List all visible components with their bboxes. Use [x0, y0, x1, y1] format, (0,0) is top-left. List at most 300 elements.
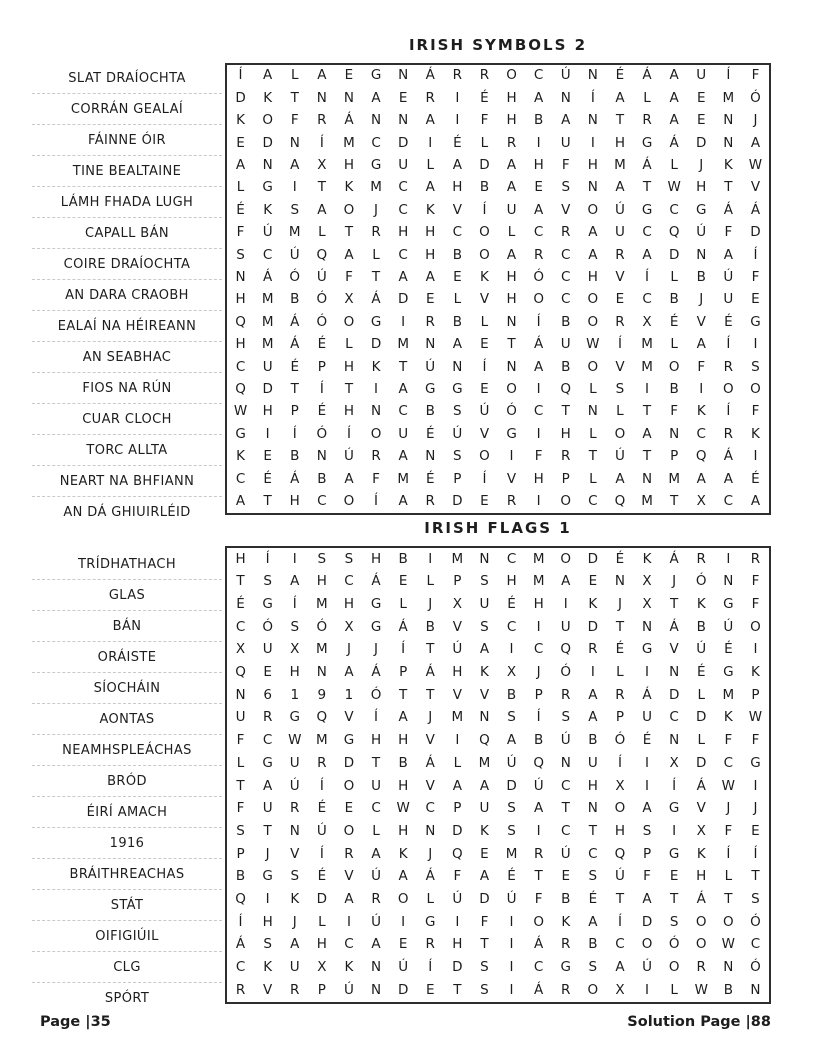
grid-letter: D: [262, 381, 273, 398]
grid-letter: T: [751, 868, 760, 885]
grid-letter: A: [263, 777, 273, 794]
grid-letter: P: [615, 709, 625, 726]
grid-letter: Í: [753, 246, 758, 263]
grid-letter: N: [370, 959, 382, 976]
grid-letter: S: [561, 709, 571, 726]
grid-letter: V: [615, 358, 625, 375]
grid-letter: É: [751, 470, 760, 487]
grid-letter: S: [507, 709, 516, 726]
grid-letter: M: [505, 845, 518, 862]
grid-letter: C: [452, 224, 463, 241]
grid-letter: M: [370, 179, 382, 196]
grid-letter: S: [480, 573, 489, 590]
grid-letter: Ú: [371, 868, 381, 885]
grid-letter: K: [696, 403, 706, 420]
grid-letter: W: [748, 709, 763, 726]
grid-letter: I: [292, 550, 297, 567]
grid-letter: D: [587, 550, 599, 567]
grid-letter: A: [750, 134, 761, 151]
grid-letter: Ó: [370, 686, 382, 703]
grid-letter: S: [317, 550, 327, 567]
grid-letter: N: [614, 573, 625, 590]
grid-letter: C: [533, 959, 544, 976]
grid-letter: E: [696, 112, 706, 129]
grid-letter: Q: [533, 754, 544, 771]
grid-letter: F: [480, 913, 489, 930]
grid-letter: H: [614, 822, 626, 839]
grid-letter: Á: [290, 470, 300, 487]
grid-letter: A: [561, 573, 571, 590]
grid-letter: Ú: [506, 754, 517, 771]
grid-letter: T: [453, 981, 462, 998]
grid-letter: A: [723, 246, 733, 263]
grid-letter: K: [344, 959, 354, 976]
grid-letter: I: [455, 913, 460, 930]
grid-letter: A: [642, 800, 652, 817]
grid-letter: É: [615, 67, 625, 84]
grid-letter: Í: [292, 425, 297, 442]
grid-letter: Q: [560, 381, 572, 398]
grid-letter: X: [642, 595, 652, 612]
grid-letter: K: [696, 845, 706, 862]
grid-letter: N: [479, 550, 490, 567]
grid-letter: R: [615, 686, 625, 703]
grid-letter: C: [642, 224, 652, 241]
grid-letter: F: [561, 157, 570, 174]
grid-letter: R: [371, 448, 381, 465]
grid-letter: Ó: [316, 291, 328, 308]
grid-letter: L: [643, 89, 651, 106]
grid-letter: S: [751, 358, 760, 375]
grid-letter: P: [317, 358, 326, 375]
grid-letter: O: [533, 291, 544, 308]
grid-letter: E: [398, 936, 408, 953]
grid-letter: X: [235, 641, 246, 658]
grid-letter: U: [560, 336, 571, 353]
grid-letter: N: [425, 448, 436, 465]
grid-letter: A: [344, 891, 354, 908]
grid-letter: X: [696, 822, 706, 839]
grid-letter: C: [398, 246, 408, 263]
grid-letter: E: [588, 573, 598, 590]
grid-letter: L: [589, 425, 597, 442]
grid-letter: B: [561, 313, 571, 330]
grid-letter: A: [371, 936, 381, 953]
grid-letter: R: [235, 981, 246, 998]
grid-letter: T: [236, 777, 245, 794]
grid-letter: J: [699, 291, 704, 308]
grid-letter: M: [641, 493, 653, 510]
word-list-item: AN DARA CRAOBH: [32, 279, 222, 310]
grid-letter: R: [290, 981, 300, 998]
grid-letter: I: [645, 981, 650, 998]
grid-letter: H: [343, 595, 355, 612]
word-list-item: AN DÁ GHIUIRLÉID: [32, 496, 222, 527]
grid-letter: N: [669, 732, 680, 749]
grid-letter: I: [645, 664, 650, 681]
grid-letter: A: [669, 89, 679, 106]
grid-letter: L: [236, 179, 245, 196]
grid-letter: É: [669, 313, 679, 330]
grid-letter: C: [235, 959, 246, 976]
grid-letter: S: [290, 868, 300, 885]
grid-letter: I: [455, 112, 460, 129]
grid-letter: A: [290, 936, 300, 953]
grid-letter: I: [536, 425, 541, 442]
grid-letter: U: [289, 959, 300, 976]
grid-letter: K: [263, 959, 273, 976]
grid-letter: H: [587, 269, 598, 286]
grid-letter: Í: [726, 845, 731, 862]
grid-letter: R: [425, 936, 435, 953]
grid-letter: U: [723, 291, 734, 308]
grid-letter: Í: [726, 67, 731, 84]
grid-letter: D: [397, 134, 409, 151]
grid-letter: E: [425, 981, 435, 998]
grid-letter: É: [425, 425, 435, 442]
grid-letter: Á: [669, 618, 679, 635]
grid-letter: V: [452, 686, 462, 703]
grid-letter: N: [506, 313, 517, 330]
page-footer: [40, 1014, 771, 1030]
grid-letter: I: [536, 822, 541, 839]
grid-letter: T: [588, 822, 597, 839]
grid-letter: S: [480, 618, 489, 635]
grid-letter: Á: [425, 754, 435, 771]
grid-letter: J: [428, 595, 433, 612]
grid-letter: G: [641, 134, 653, 151]
grid-letter: Á: [290, 336, 300, 353]
grid-letter: P: [453, 573, 462, 590]
grid-letter: I: [536, 381, 541, 398]
grid-letter: B: [669, 381, 679, 398]
grid-letter: A: [506, 246, 517, 263]
grid-letter: G: [641, 641, 653, 658]
grid-letter: C: [262, 732, 273, 749]
word-list-item: BÁN: [32, 610, 222, 641]
grid-letter: L: [697, 686, 705, 703]
grid-letter: I: [753, 336, 758, 353]
grid-letter: N: [289, 134, 300, 151]
grid-letter: I: [726, 550, 731, 567]
grid-letter: J: [346, 641, 351, 658]
grid-letter: A: [452, 777, 462, 794]
word-list-item: SPÓRT: [32, 982, 222, 1013]
grid-letter: H: [425, 224, 436, 241]
grid-letter: Ú: [560, 67, 571, 84]
grid-letter: F: [236, 224, 245, 241]
grid-letter: D: [452, 822, 463, 839]
grid-letter: N: [750, 981, 761, 998]
grid-letter: D: [641, 913, 653, 930]
grid-letter: G: [262, 754, 273, 771]
grid-letter: P: [561, 470, 570, 487]
grid-letter: J: [374, 201, 379, 218]
grid-letter: K: [263, 89, 273, 106]
grid-letter: C: [723, 754, 734, 771]
grid-letter: D: [452, 959, 463, 976]
grid-letter: J: [726, 800, 731, 817]
grid-letter: B: [669, 291, 679, 308]
grid-letter: V: [561, 201, 571, 218]
grid-letter: T: [263, 822, 272, 839]
grid-letter: E: [236, 134, 245, 151]
grid-letter: C: [533, 224, 544, 241]
grid-letter: L: [589, 381, 597, 398]
grid-letter: P: [236, 845, 245, 862]
grid-letter: Ú: [723, 618, 734, 635]
grid-letter: D: [235, 89, 246, 106]
grid-letter: E: [751, 822, 760, 839]
grid-letter: A: [588, 709, 598, 726]
grid-letter: M: [343, 134, 355, 151]
grid-letter: M: [261, 313, 274, 330]
word-list-item: AONTAS: [32, 703, 222, 734]
grid-letter: Í: [672, 777, 677, 794]
grid-letter: D: [696, 754, 707, 771]
grid-letter: N: [235, 269, 246, 286]
grid-letter: R: [642, 112, 652, 129]
grid-letter: Ú: [696, 224, 707, 241]
grid-letter: A: [371, 89, 381, 106]
grid-letter: M: [478, 754, 491, 771]
grid-letter: R: [723, 358, 734, 375]
grid-letter: E: [398, 573, 408, 590]
grid-letter: I: [509, 981, 514, 998]
grid-letter: R: [506, 493, 517, 510]
grid-letter: Á: [263, 269, 273, 286]
grid-letter: O: [343, 493, 355, 510]
grid-letter: S: [290, 201, 300, 218]
grid-letter: N: [587, 67, 598, 84]
grid-letter: R: [561, 448, 571, 465]
grid-letter: R: [371, 891, 381, 908]
grid-letter: I: [645, 381, 650, 398]
grid-letter: É: [642, 732, 652, 749]
grid-letter: B: [425, 618, 435, 635]
grid-letter: N: [723, 134, 734, 151]
grid-letter: V: [425, 732, 435, 749]
grid-letter: I: [645, 777, 650, 794]
grid-letter: H: [398, 822, 409, 839]
grid-letter: L: [616, 664, 624, 681]
grid-letter: S: [480, 959, 489, 976]
grid-letter: J: [374, 641, 379, 658]
grid-letter: H: [533, 157, 544, 174]
grid-letter: E: [263, 664, 272, 681]
grid-letter: I: [699, 381, 704, 398]
grid-letter: U: [262, 641, 273, 658]
grid-letter: U: [560, 618, 571, 635]
grid-letter: D: [668, 686, 680, 703]
grid-letter: A: [723, 470, 733, 487]
word-list-item: FIOS NA RÚN: [32, 372, 222, 403]
grid-letter: K: [642, 550, 652, 567]
grid-letter: O: [479, 224, 490, 241]
grid-letter: C: [588, 845, 598, 862]
grid-letter: N: [398, 112, 409, 129]
grid-letter: V: [344, 868, 354, 885]
grid-letter: T: [236, 573, 245, 590]
grid-letter: C: [533, 67, 544, 84]
grid-letter: A: [506, 157, 517, 174]
grid-letter: H: [398, 224, 409, 241]
grid-letter: E: [615, 291, 625, 308]
grid-letter: G: [723, 664, 734, 681]
grid-letter: O: [262, 112, 273, 129]
grid-letter: T: [534, 868, 543, 885]
grid-letter: X: [344, 618, 354, 635]
grid-letter: C: [235, 618, 246, 635]
grid-letter: C: [588, 493, 598, 510]
grid-letter: H: [262, 913, 273, 930]
grid-letter: D: [262, 134, 273, 151]
grid-letter: J: [753, 800, 758, 817]
grid-letter: É: [480, 89, 489, 106]
grid-letter: C: [235, 470, 246, 487]
grid-letter: F: [290, 112, 299, 129]
grid-letter: A: [290, 157, 300, 174]
grid-letter: E: [480, 336, 489, 353]
grid-letter: W: [396, 800, 410, 817]
grid-letter: O: [506, 381, 517, 398]
grid-letter: N: [425, 336, 436, 353]
grid-letter: I: [536, 134, 541, 151]
grid-letter: Í: [482, 201, 487, 218]
grid-letter: T: [561, 800, 570, 817]
grid-letter: J: [753, 112, 758, 129]
grid-letter: N: [235, 686, 246, 703]
grid-letter: O: [560, 493, 572, 510]
grid-letter: R: [533, 845, 544, 862]
grid-letter: C: [371, 134, 381, 151]
grid-letter: C: [642, 291, 652, 308]
grid-letter: C: [533, 403, 544, 420]
grid-letter: C: [561, 291, 571, 308]
grid-letter: D: [370, 336, 382, 353]
grid-letter: A: [452, 157, 462, 174]
grid-letter: G: [262, 868, 273, 885]
grid-letter: G: [370, 595, 382, 612]
grid-letter: O: [479, 448, 490, 465]
grid-letter: W: [721, 936, 736, 953]
grid-letter: T: [615, 618, 625, 635]
grid-letter: G: [262, 179, 273, 196]
grid-letter: I: [265, 425, 270, 442]
grid-letter: Í: [265, 550, 270, 567]
grid-letter: C: [235, 358, 246, 375]
grid-letter: I: [536, 493, 541, 510]
grid-letter: H: [370, 732, 382, 749]
grid-letter: L: [236, 754, 245, 771]
grid-letter: H: [452, 936, 463, 953]
grid-letter: V: [290, 845, 300, 862]
grid-letter: A: [317, 201, 327, 218]
grid-letter: Í: [319, 777, 324, 794]
grid-letter: U: [642, 709, 652, 726]
grid-letter: M: [532, 550, 545, 567]
grid-letter: C: [398, 179, 408, 196]
grid-letter: A: [642, 425, 652, 442]
grid-letter: C: [561, 777, 571, 794]
grid-letter: E: [425, 291, 435, 308]
grid-letter: H: [506, 89, 517, 106]
grid-letter: H: [452, 664, 463, 681]
grid-letter: Í: [753, 845, 758, 862]
grid-letter: A: [398, 493, 408, 510]
grid-letter: F: [236, 732, 245, 749]
grid-letter: T: [507, 336, 516, 353]
grid-letter: Á: [398, 618, 408, 635]
grid-letter: Í: [482, 358, 487, 375]
grid-letter: Q: [695, 448, 707, 465]
grid-letter: L: [426, 573, 434, 590]
grid-letter: Í: [617, 913, 622, 930]
grid-letter: R: [615, 313, 625, 330]
grid-letter: O: [641, 936, 653, 953]
grid-letter: Á: [534, 981, 544, 998]
grid-letter: 1: [344, 686, 354, 703]
grid-letter: Á: [696, 891, 706, 908]
grid-letter: X: [317, 959, 327, 976]
grid-letter: R: [561, 936, 571, 953]
grid-letter: D: [696, 709, 707, 726]
grid-letter: T: [670, 493, 679, 510]
grid-letter: O: [723, 913, 734, 930]
grid-letter: O: [614, 800, 626, 817]
grid-letter: G: [452, 381, 463, 398]
grid-letter: B: [398, 550, 408, 567]
grid-letter: V: [506, 470, 517, 487]
grid-letter: C: [398, 403, 408, 420]
grid-letter: Ú: [344, 981, 354, 998]
word-list-item: TORC ALLTA: [32, 434, 222, 465]
grid-letter: B: [696, 269, 706, 286]
grid-letter: T: [561, 403, 570, 420]
puzzle2-word-list: [32, 549, 222, 1013]
grid-letter: T: [426, 641, 435, 658]
grid-letter: A: [669, 112, 679, 129]
grid-letter: É: [453, 134, 462, 151]
grid-letter: X: [615, 981, 625, 998]
grid-letter: S: [588, 959, 598, 976]
grid-letter: C: [344, 936, 354, 953]
word-list-item: ORÁISTE: [32, 641, 222, 672]
grid-letter: Ó: [316, 618, 328, 635]
grid-letter: L: [670, 336, 678, 353]
grid-letter: M: [641, 358, 653, 375]
grid-letter: R: [561, 686, 571, 703]
grid-letter: H: [289, 493, 300, 510]
grid-letter: P: [317, 981, 326, 998]
grid-letter: L: [670, 981, 678, 998]
grid-letter: R: [425, 493, 435, 510]
puzzle1-word-search-grid: [225, 63, 771, 515]
grid-letter: I: [428, 134, 433, 151]
grid-letter: M: [397, 470, 409, 487]
grid-letter: P: [670, 448, 679, 465]
grid-letter: É: [317, 403, 327, 420]
grid-letter: N: [479, 709, 490, 726]
grid-letter: Ú: [560, 845, 571, 862]
grid-letter: Q: [235, 381, 246, 398]
word-list-item: CUAR CLOCH: [32, 403, 222, 434]
grid-letter: S: [236, 246, 245, 263]
grid-letter: J: [265, 845, 270, 862]
grid-letter: Á: [669, 550, 679, 567]
grid-letter: G: [425, 913, 436, 930]
grid-letter: U: [560, 134, 571, 151]
